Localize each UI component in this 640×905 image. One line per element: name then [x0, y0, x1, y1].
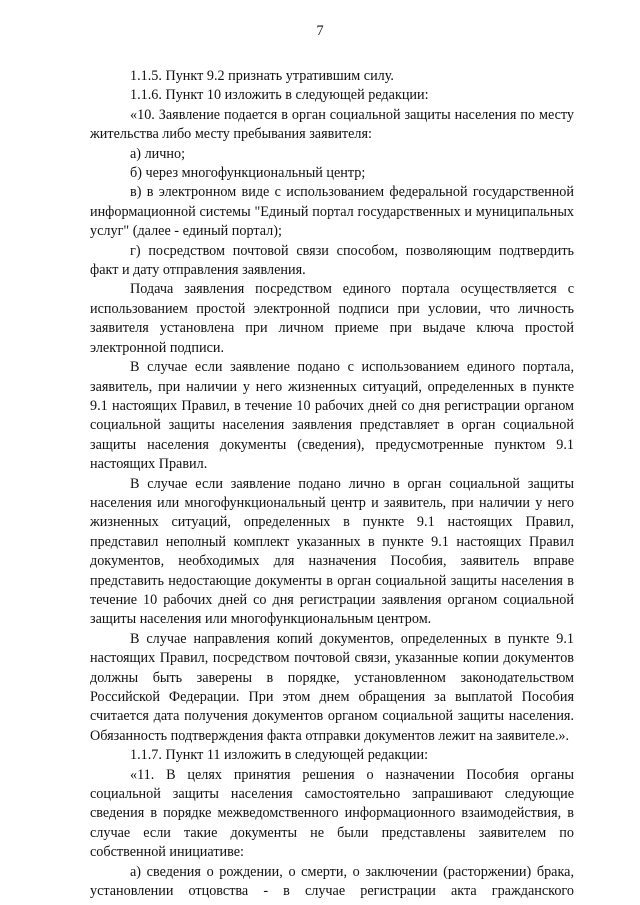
paragraph-1-1-6: 1.1.6. Пункт 10 изложить в следующей редакции:	[130, 87, 429, 104]
paragraph-portal-submission: Подача заявления посредством единого портала осуществляется с использованием простой электронной подписи при условии, что личность заявителя установлена при личном приеме при выдаче ключа простой электронной подписи.	[90, 281, 574, 356]
paragraph-1-1-7: 1.1.7. Пункт 11 изложить в следующей редакции:	[130, 747, 429, 764]
list-item-a: а) лично;	[130, 145, 186, 162]
paragraph-postal-copies: В случае направления копий документов, определенных в пункте 9.1 настоящих Правил, посредством почтовой связи, указанные копии документов должны быть заверены в порядке, установленном законодательством Российской Федерации. При этом днем обращения за выплатой Пособия считается дата получения документов органом социальной защиты населения. Обязанность подтверждения факта отправки документов лежит на заявителе.».	[90, 630, 574, 744]
page-number: 7	[316, 23, 324, 39]
paragraph-in-person-documents: В случае если заявление подано лично в орган социальной защиты населения или многофункциональный центр и заявитель, при наличии у него жизненных ситуаций, определенных в пункте 9.1 настоящих Правил, представил неполный комплект указанных в пункте 9.1 настоящих Правил документов, необходимых для назначения Пособия, заявитель вправе представить недостающие документы в орган социальной защиты населения в течение 10 рабочих дней со дня регистрации заявления органом социальной защиты населения или многофункциональным центром.	[90, 475, 574, 628]
list-item-a-records: а) сведения о рождении, о смерти, о заключении (расторжении) брака, установлении отцовства - в случае регистрации акта гражданского	[90, 863, 574, 900]
paragraph-1-1-5: 1.1.5. Пункт 9.2 признать утратившим силу.	[130, 68, 394, 84]
list-item-b: б) через многофункциональный центр;	[130, 165, 366, 182]
paragraph-portal-documents: В случае если заявление подано с использованием единого портала, заявитель, при наличии у него жизненных ситуаций, определенных в пункте 9.1 настоящих Правил, в течение 10 рабочих дней со дня регистрации органом социальной защиты населения заявления представляет в орган социальной защиты населения документы (сведения), предусмотренные пунктом 9.1 настоящих Правил.	[90, 359, 574, 473]
list-item-v: в) в электронном виде с использованием федеральной государственной информационной системы "Единый портал государственных и муниципальных услуг" (далее - единый портал);	[90, 184, 574, 240]
list-item-g: г) посредством почтовой связи способом, позволяющим подтвердить факт и дату отправления заявления.	[90, 242, 574, 279]
paragraph-10-intro: «10. Заявление подается в орган социальной защиты населения по месту жительства либо месту пребывания заявителя:	[90, 106, 574, 143]
paragraph-11-intro: «11. В целях принятия решения о назначении Пособия органы социальной защиты населения самостоятельно запрашивают следующие сведения в порядке межведомственного информационного взаимодействия, в случае если такие документы не были представлены заявителем по собственной инициативе:	[90, 766, 574, 861]
body-text	[90, 67, 574, 901]
